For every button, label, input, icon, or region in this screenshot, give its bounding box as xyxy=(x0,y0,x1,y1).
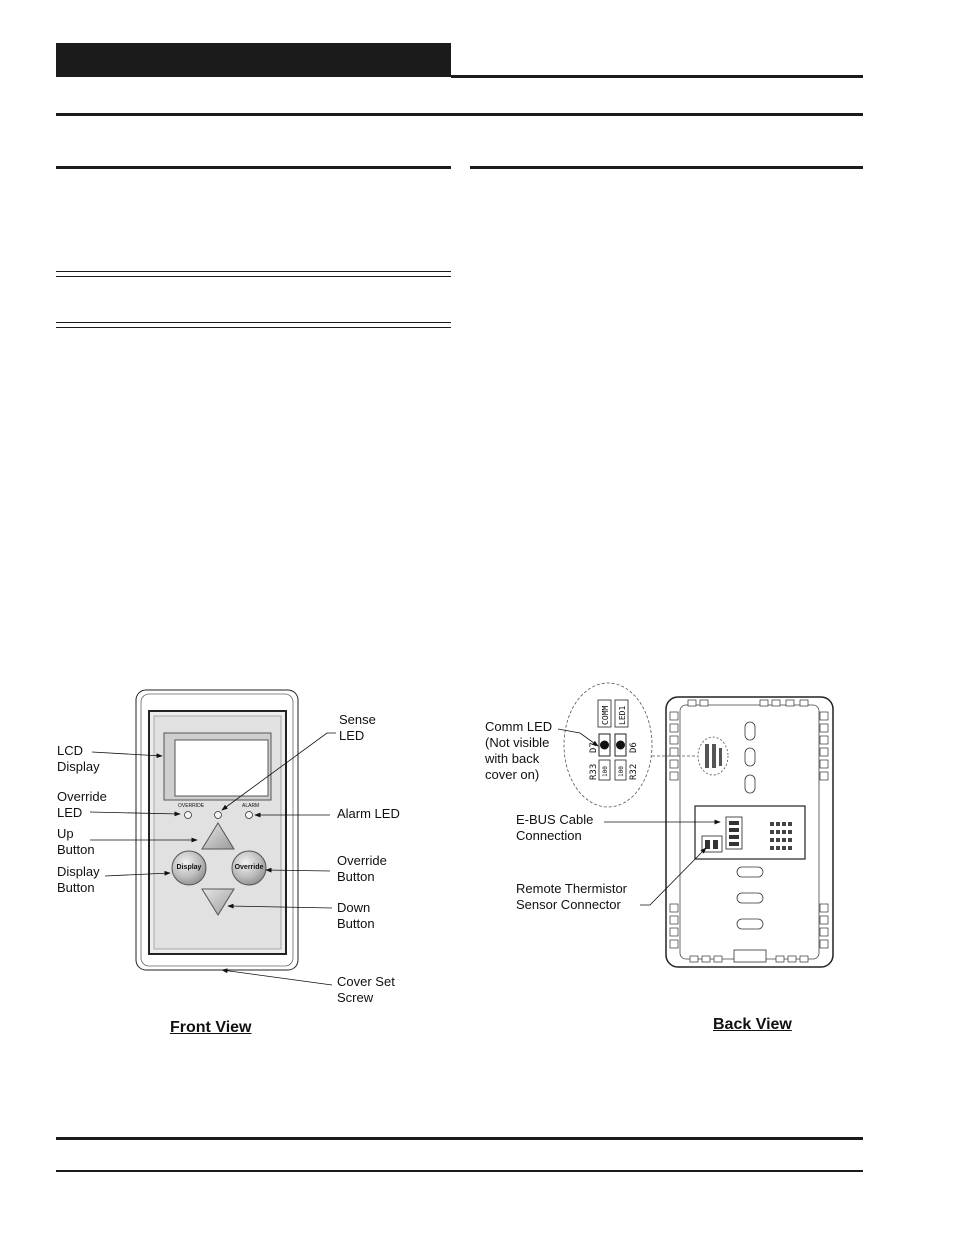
thermistor-connector-label: Remote Thermistor Sensor Connector xyxy=(516,881,628,912)
alarm-led-small-text: ALARM xyxy=(242,803,260,809)
override-button-label: Override Button xyxy=(337,853,387,884)
down-button-label: Down Button xyxy=(337,900,375,931)
d7-text: D7 xyxy=(589,742,599,753)
r33-text: R33 xyxy=(589,763,599,780)
comm-text: COMM xyxy=(601,705,610,725)
display-button[interactable]: Display xyxy=(176,864,202,871)
override-led-label: Override LED xyxy=(57,789,107,820)
bottom-notch xyxy=(734,950,766,962)
sense-led-label: Sense LED xyxy=(339,712,376,743)
resistor-1-text: 100 xyxy=(602,766,609,777)
resistor-2-text: 100 xyxy=(618,766,625,777)
up-button-label: Up Button xyxy=(57,826,95,857)
d6-text: D6 xyxy=(629,742,639,753)
display-button-label: Display Button xyxy=(57,864,100,895)
lcd-display-label: LCD Display xyxy=(57,743,100,774)
comm-led-label: Comm LED (Not visible with back cover on) xyxy=(485,719,553,782)
r32-text: R32 xyxy=(629,763,639,780)
alarm-led-label: Alarm LED xyxy=(337,806,400,821)
led1-text: LED1 xyxy=(618,705,627,725)
cover-set-screw-label: Cover Set Screw xyxy=(337,974,395,1005)
override-led-small-text: OVERRIDE xyxy=(178,803,205,809)
front-view-caption: Front View xyxy=(170,1019,252,1036)
back-view-caption: Back View xyxy=(713,1016,792,1033)
override-button[interactable]: Override xyxy=(234,864,264,871)
ebus-cable-label: E-BUS Cable Connection xyxy=(516,812,594,843)
